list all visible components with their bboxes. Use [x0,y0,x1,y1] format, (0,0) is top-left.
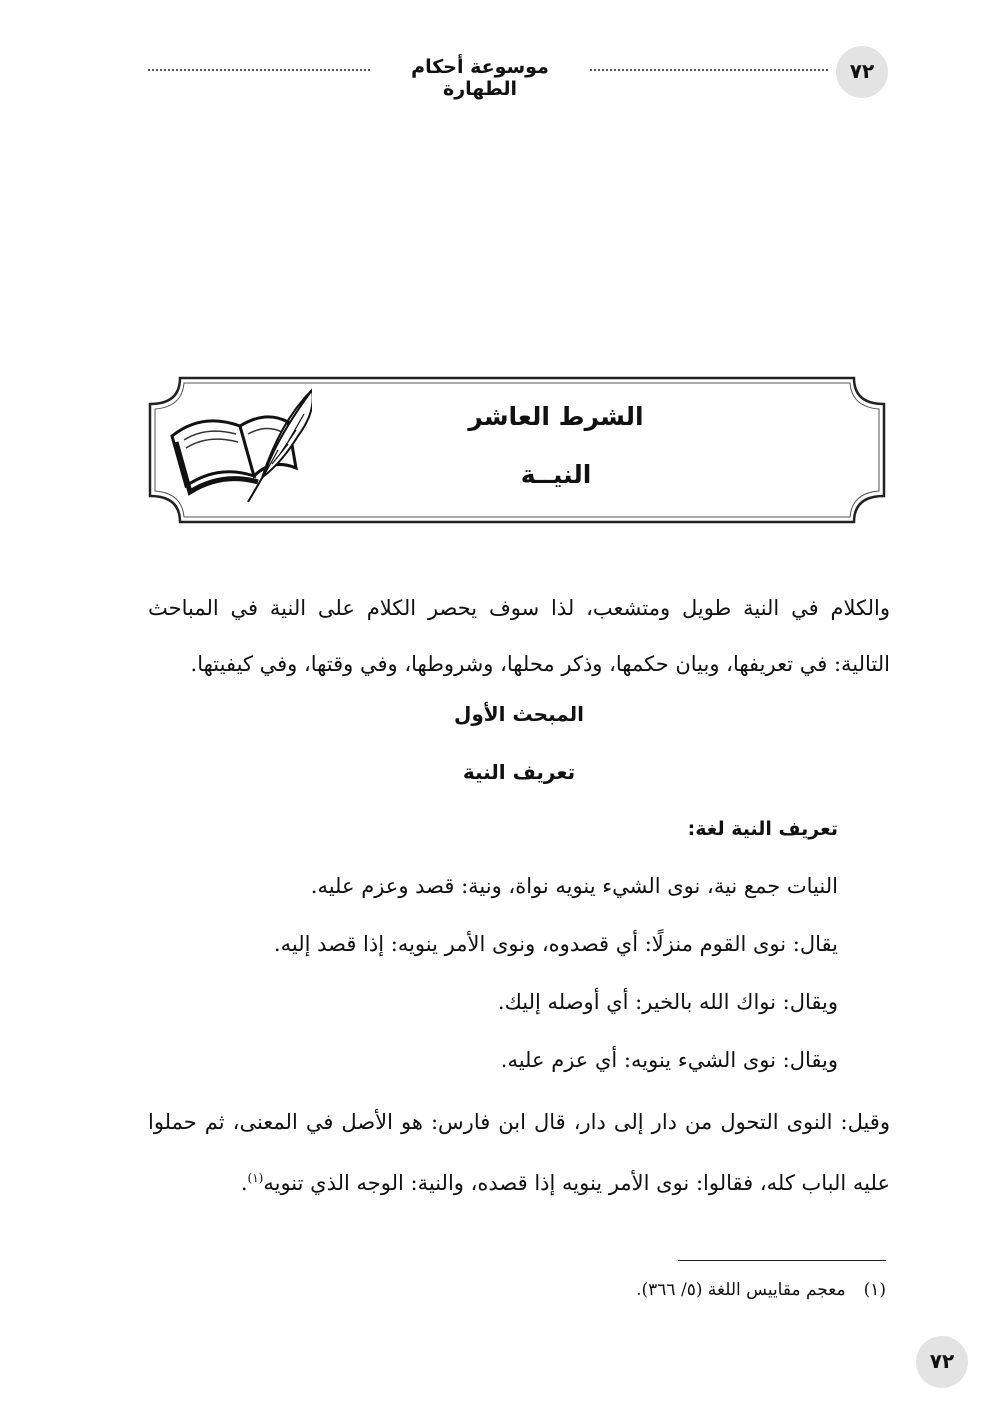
final-period: . [240,1171,248,1195]
header-dotted-line-left [148,69,370,71]
book-title: موسوعة أحكام الطهارة [411,56,549,100]
definition-line: يقال: نوى القوم منزلًا: أي قصدوه، ونوى الأمر ينويه: إذا قصد إليه. [273,932,838,956]
footnote-number: (١) [863,1280,886,1300]
header-dotted-line-right [590,69,828,71]
definition-line: ويقال: نوى الشيء ينويه: أي عزم عليه. [500,1048,838,1072]
footer-page-number: ٧٢ [916,1336,968,1388]
header-page-number: ٧٢ [836,46,888,98]
definition-title: تعريف النية لغة: [687,818,838,840]
definition-line: النيات جمع نية، نوى الشيء ينويه نواة، ونية: قصد وعزم عليه. [310,874,838,898]
chapter-subtitle: النيــة [520,460,592,489]
definition-final-paragraph [148,1094,890,1211]
footnote-separator [678,1260,886,1261]
book-quill-icon [162,382,312,502]
footnote-text: معجم مقاييس اللغة (٥/ ٣٦٦). [636,1280,846,1300]
final-paragraph-text: وقيل: النوى التحول من دار إلى دار، قال ابن فارس: هو الأصل في المعنى، ثم حملوا عليه الباب كله، فقالوا: نوى الأمر ينويه إذا قصده، والنية: الوجه الذي تنويه [148,1110,890,1195]
page-header [148,46,890,100]
footnote-marker[interactable]: (١) [247,1171,264,1185]
section-subheading: تعريف النية [462,760,576,784]
chapter-title-box [146,374,888,526]
chapter-title: الشرط العاشر [468,402,644,431]
intro-paragraph: والكلام في النية طويل ومتشعب، لذا سوف يحصر الكلام على النية في المباحث التالية: في تعريفها، وبيان حكمها، وذكر محلها، وشروطها، وفي وقتها، وفي كيفيتها. [148,596,890,676]
section-heading: المبحث الأول [453,702,585,726]
definition-line: ويقال: نواك الله بالخير: أي أوصله إليك. [497,990,838,1014]
footnote [400,1280,886,1300]
